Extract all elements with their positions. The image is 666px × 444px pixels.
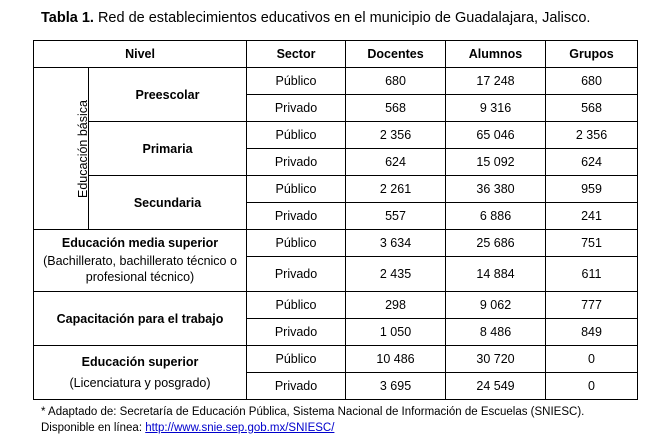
alumnos-cell: 15 092 xyxy=(446,149,546,176)
sector-cell: Público xyxy=(247,176,346,203)
header-sector: Sector xyxy=(247,41,346,68)
education-table xyxy=(33,40,638,400)
basica-label-cell xyxy=(34,68,89,230)
sector-cell: Público xyxy=(247,68,346,95)
docentes-cell: 680 xyxy=(346,68,446,95)
preescolar-label: Preescolar xyxy=(89,68,247,122)
media-superior-label: Educación media superior xyxy=(61,236,219,250)
table-row xyxy=(34,176,638,203)
docentes-cell: 2 261 xyxy=(346,176,446,203)
sector-cell: Público xyxy=(247,292,346,319)
footnote xyxy=(41,404,641,436)
basica-label: Educación básica xyxy=(75,99,90,198)
caption-label: Tabla 1. xyxy=(41,10,94,26)
sector-cell: Privado xyxy=(247,319,346,346)
table-row xyxy=(34,68,638,95)
docentes-cell: 1 050 xyxy=(346,319,446,346)
sector-cell: Público xyxy=(247,230,346,257)
grupos-cell: 0 xyxy=(546,373,638,400)
docentes-cell: 3 695 xyxy=(346,373,446,400)
grupos-cell: 849 xyxy=(546,319,638,346)
alumnos-cell: 9 062 xyxy=(446,292,546,319)
header-row xyxy=(34,41,638,68)
docentes-cell: 2 435 xyxy=(346,257,446,292)
footnote-link[interactable]: http://www.snie.sep.gob.mx/SNIESC/ xyxy=(145,422,335,434)
footnote-text: * Adaptado de: Secretaría de Educación Pública, Sistema Nacional de Información de Escuelas (SNIESC). Disponible en línea: xyxy=(41,406,585,434)
sector-cell: Público xyxy=(247,122,346,149)
sector-cell: Privado xyxy=(247,149,346,176)
docentes-cell: 3 634 xyxy=(346,230,446,257)
grupos-cell: 959 xyxy=(546,176,638,203)
docentes-cell: 557 xyxy=(346,203,446,230)
grupos-cell: 2 356 xyxy=(546,122,638,149)
header-docentes: Docentes xyxy=(346,41,446,68)
alumnos-cell: 25 686 xyxy=(446,230,546,257)
docentes-cell: 10 486 xyxy=(346,346,446,373)
sector-cell: Privado xyxy=(247,373,346,400)
caption-title: Red de establecimientos educativos en el municipio de Guadalajara, Jalisco. xyxy=(97,10,591,26)
grupos-cell: 0 xyxy=(546,346,638,373)
docentes-cell: 298 xyxy=(346,292,446,319)
alumnos-cell: 9 316 xyxy=(446,95,546,122)
table-row xyxy=(34,230,638,257)
alumnos-cell: 36 380 xyxy=(446,176,546,203)
grupos-cell: 611 xyxy=(546,257,638,292)
sector-cell: Privado xyxy=(247,203,346,230)
docentes-cell: 2 356 xyxy=(346,122,446,149)
superior-cell xyxy=(34,346,247,400)
table-row xyxy=(34,292,638,319)
capacitacion-label: Capacitación para el trabajo xyxy=(34,292,247,346)
media-superior-note: (Bachillerato, bachillerato técnico o profesional técnico) xyxy=(43,254,237,284)
sector-cell: Privado xyxy=(247,257,346,292)
alumnos-cell: 24 549 xyxy=(446,373,546,400)
alumnos-cell: 30 720 xyxy=(446,346,546,373)
alumnos-cell: 65 046 xyxy=(446,122,546,149)
table-row xyxy=(34,122,638,149)
table-caption xyxy=(41,10,590,26)
grupos-cell: 568 xyxy=(546,95,638,122)
superior-note: (Licenciatura y posgrado) xyxy=(69,376,211,390)
media-superior-cell xyxy=(34,230,247,292)
primaria-label: Primaria xyxy=(89,122,247,176)
alumnos-cell: 17 248 xyxy=(446,68,546,95)
grupos-cell: 241 xyxy=(546,203,638,230)
sector-cell: Público xyxy=(247,346,346,373)
alumnos-cell: 14 884 xyxy=(446,257,546,292)
grupos-cell: 680 xyxy=(546,68,638,95)
docentes-cell: 624 xyxy=(346,149,446,176)
docentes-cell: 568 xyxy=(346,95,446,122)
sector-cell: Privado xyxy=(247,95,346,122)
grupos-cell: 624 xyxy=(546,149,638,176)
alumnos-cell: 8 486 xyxy=(446,319,546,346)
header-nivel: Nivel xyxy=(34,41,247,68)
superior-label: Educación superior xyxy=(81,355,199,369)
grupos-cell: 777 xyxy=(546,292,638,319)
header-alumnos: Alumnos xyxy=(446,41,546,68)
secundaria-label: Secundaria xyxy=(89,176,247,230)
grupos-cell: 751 xyxy=(546,230,638,257)
table-row xyxy=(34,346,638,373)
alumnos-cell: 6 886 xyxy=(446,203,546,230)
header-grupos: Grupos xyxy=(546,41,638,68)
